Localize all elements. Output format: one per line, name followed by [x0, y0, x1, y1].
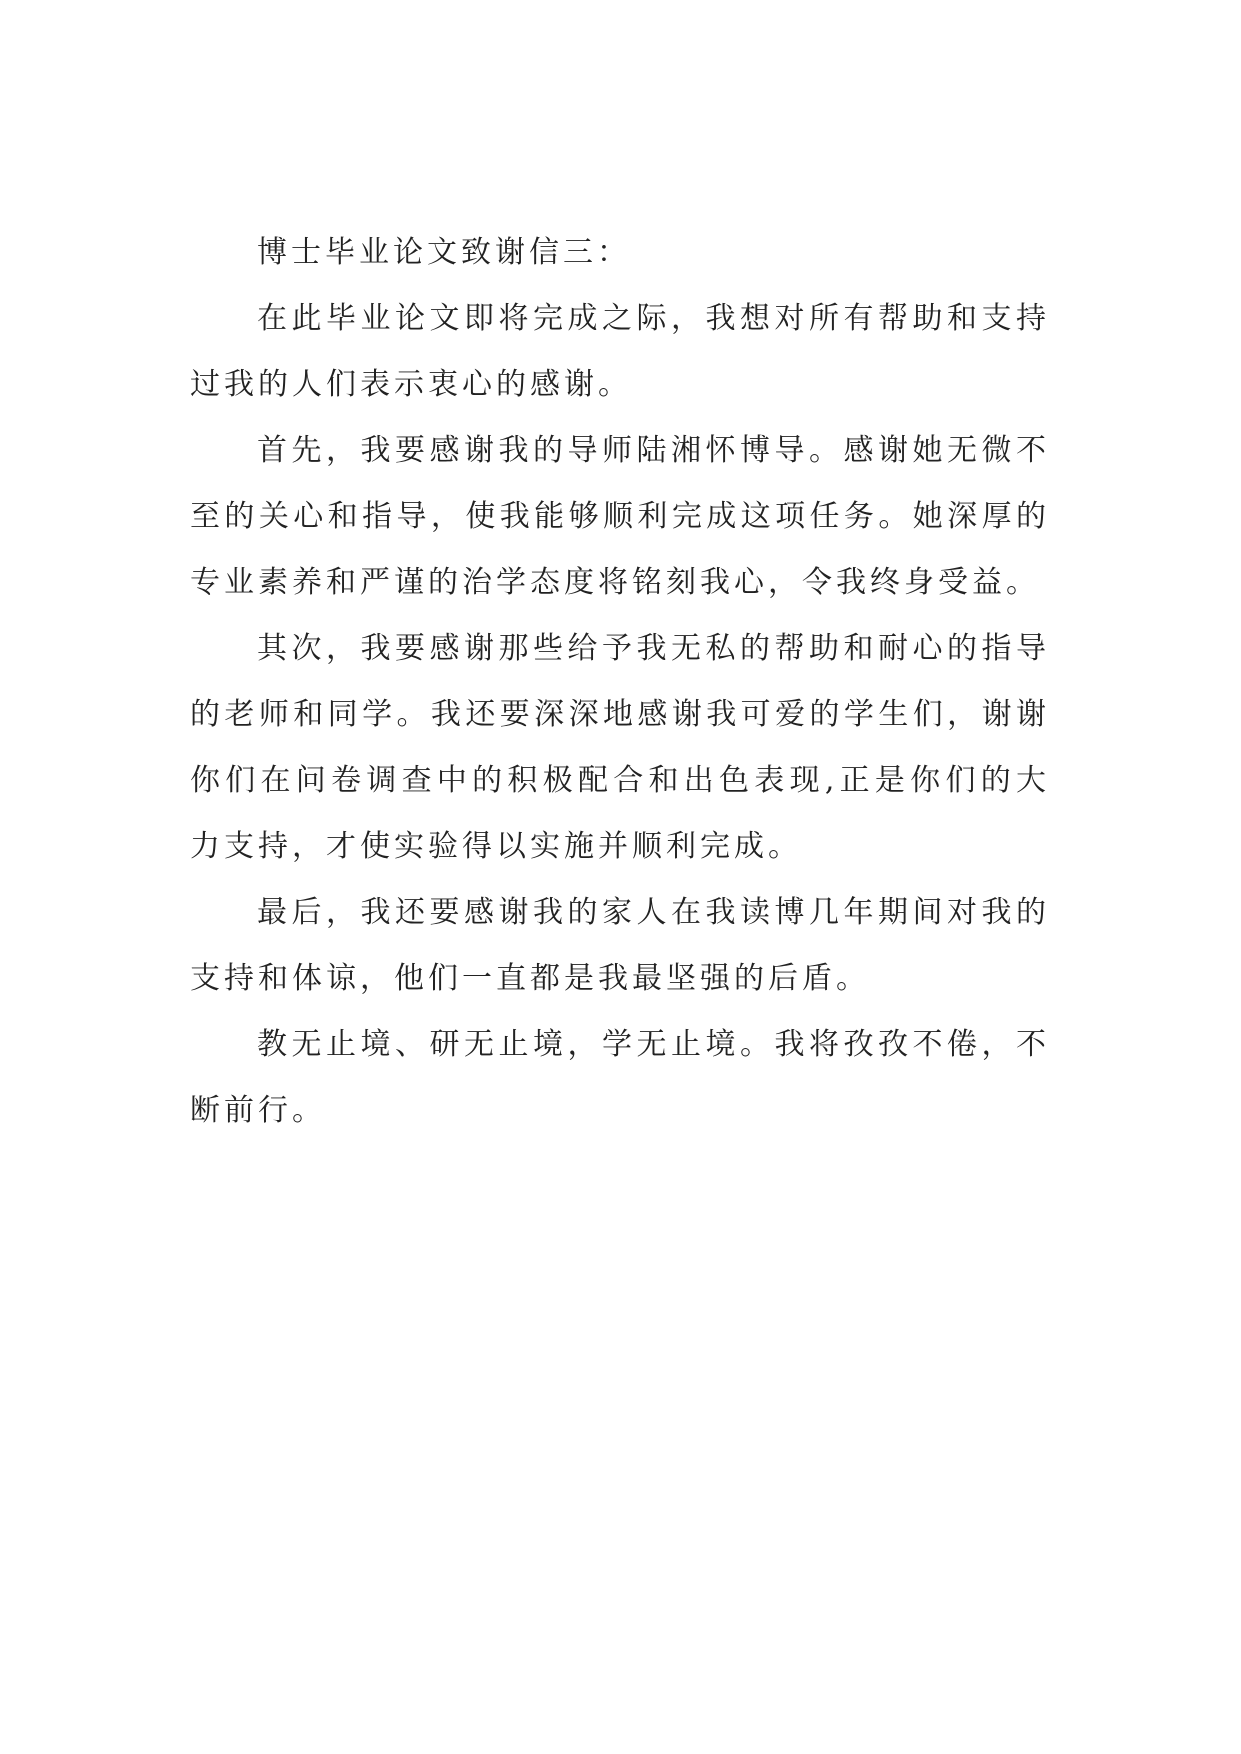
paragraph-intro: 在此毕业论文即将完成之际，我想对所有帮助和支持过我的人们表示衷心的感谢。: [190, 301, 1050, 402]
paragraph-teachers-students: 其次，我要感谢那些给予我无私的帮助和耐心的指导的老师和同学。我还要深深地感谢我可爱的学生们，谢谢你们在问卷调查中的积极配合和出色表现,正是你们的大力支持，才使实验得以实施并顺利完成。: [190, 631, 1050, 864]
paragraph-family: 最后，我还要感谢我的家人在我读博几年期间对我的支持和体谅，他们一直都是我最坚强的后盾。: [190, 895, 1050, 996]
document-title: 博士毕业论文致谢信三：: [257, 235, 631, 270]
document-body: [190, 220, 1050, 1144]
paragraph-advisor: 首先，我要感谢我的导师陆湘怀博导。感谢她无微不至的关心和指导，使我能够顺利完成这项任务。她深厚的专业素养和严谨的治学态度将铭刻我心，令我终身受益。: [190, 433, 1050, 600]
paragraph-closing: 教无止境、研无止境，学无止境。我将孜孜不倦，不断前行。: [190, 1027, 1050, 1128]
